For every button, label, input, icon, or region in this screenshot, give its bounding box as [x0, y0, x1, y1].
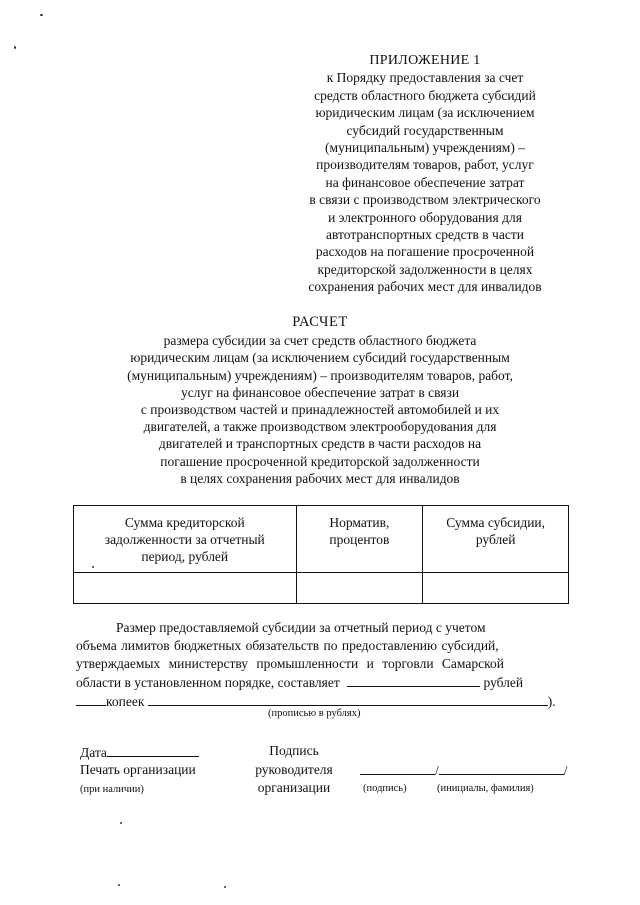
header-line: период, рублей [141, 549, 229, 564]
header-line: процентов [329, 532, 390, 547]
scan-speck [40, 14, 43, 16]
header-norm [296, 506, 423, 573]
calculation-title: РАСЧЕТ [292, 314, 348, 330]
statement-line: объема лимитов бюджетных обязательств по предоставлению субсидий, [76, 638, 499, 653]
head-line: организации [257, 780, 331, 795]
header-line: Сумма кредиторской [124, 515, 245, 530]
kopecks-amount-field[interactable] [76, 692, 106, 706]
appendix-line: расходов на погашение просроченной [315, 244, 535, 260]
subsidy-table [73, 505, 569, 604]
signature-field[interactable] [360, 761, 435, 775]
appendix-line: кредиторской задолженности в целях [317, 261, 533, 277]
cell-subsidy-amount[interactable] [423, 573, 569, 604]
table-header-row [74, 506, 569, 573]
calculation-line: в целях сохранения рабочих мест для инвалидов [180, 470, 460, 486]
rubles-amount-field[interactable] [347, 673, 480, 687]
initials-note: (инициалы, фамилия) [437, 783, 534, 794]
header-line: Сумма субсидии, [446, 515, 546, 530]
appendix-line: автотранспортных средств в части [326, 227, 524, 243]
date-label: Дата [80, 745, 107, 760]
slash-separator: / [435, 763, 439, 778]
header-debt-amount [74, 506, 297, 573]
calculation-block [90, 314, 550, 487]
amount-in-words-field[interactable] [148, 692, 548, 706]
amount-in-words-hint: (прописью в рублях) [268, 708, 361, 719]
calculation-line: услуг на финансовое обеспечение затрат в связи [180, 384, 460, 400]
slash-separator: / [563, 763, 568, 778]
initials-field[interactable] [439, 761, 564, 775]
calculation-line: (муниципальным) учреждениям) – производителям товаров, работ, [127, 367, 513, 383]
appendix-heading: ПРИЛОЖЕНИЕ 1 [369, 53, 481, 68]
closing-mark: ). [547, 694, 556, 709]
header-line: рублей [475, 532, 516, 547]
head-signature-block [248, 742, 340, 798]
signature-line-row [360, 761, 568, 780]
appendix-line: юридическим лицам (за исключением [315, 105, 535, 121]
appendix-block [290, 52, 560, 296]
table-row [74, 573, 569, 604]
appendix-line: субсидий государственным [346, 122, 504, 138]
calculation-line: с производством частей и принадлежностей автомобилей и их [140, 402, 500, 418]
scan-speck [14, 46, 16, 49]
calculation-line: размера субсидии за счет средств областного бюджета [163, 333, 477, 349]
statement-line-4 [76, 673, 570, 692]
date-row [80, 743, 199, 762]
seal-label: Печать организации [80, 762, 196, 777]
date-field[interactable] [107, 743, 199, 757]
cell-norm[interactable] [296, 573, 423, 604]
cell-debt-amount[interactable] [74, 573, 297, 604]
rubles-label: рублей [483, 675, 524, 690]
appendix-line: на финансовое обеспечение затрат [325, 174, 525, 190]
appendix-line: средств областного бюджета субсидий [314, 87, 536, 103]
statement-text: области в установленном порядке, составляет [76, 675, 340, 690]
kopecks-label: копеек [106, 694, 145, 709]
calculation-line: двигателей, а также производством электрооборудования для [143, 419, 497, 435]
calculation-line: двигателей и транспортных средств в части расходов на [158, 436, 482, 452]
appendix-line: (муниципальным) учреждениям) – [325, 140, 525, 156]
scan-speck [118, 884, 120, 886]
scan-speck [120, 822, 122, 824]
appendix-line: сохранения рабочих мест для инвалидов [308, 279, 542, 295]
signature-note: (подпись) [363, 783, 407, 794]
header-line: Норматив, [329, 515, 390, 530]
statement-paragraph [76, 619, 570, 711]
seal-note: (при наличии) [80, 784, 144, 795]
appendix-line: в связи с производством электрического [309, 192, 541, 208]
calculation-line: погашение просроченной кредиторской задолженности [160, 453, 480, 469]
scan-speck [224, 886, 226, 888]
calculation-line: юридическим лицам (за исключением субсидий государственным [130, 350, 510, 366]
appendix-line: к Порядку предоставления за счет [326, 70, 524, 86]
appendix-line: и электронного оборудования для [328, 209, 522, 225]
appendix-line: производителям товаров, работ, услуг [316, 157, 534, 173]
head-line: Подпись [269, 743, 319, 758]
header-line: задолженности за отчетный [104, 532, 265, 547]
statement-line: утверждаемых министерству промышленности и торговли Самарской [76, 656, 504, 671]
statement-line: Размер предоставляемой субсидии за отчетный период с учетом [116, 620, 486, 635]
scan-speck [92, 566, 94, 568]
head-line: руководителя [255, 761, 333, 777]
header-subsidy-amount [423, 506, 569, 573]
